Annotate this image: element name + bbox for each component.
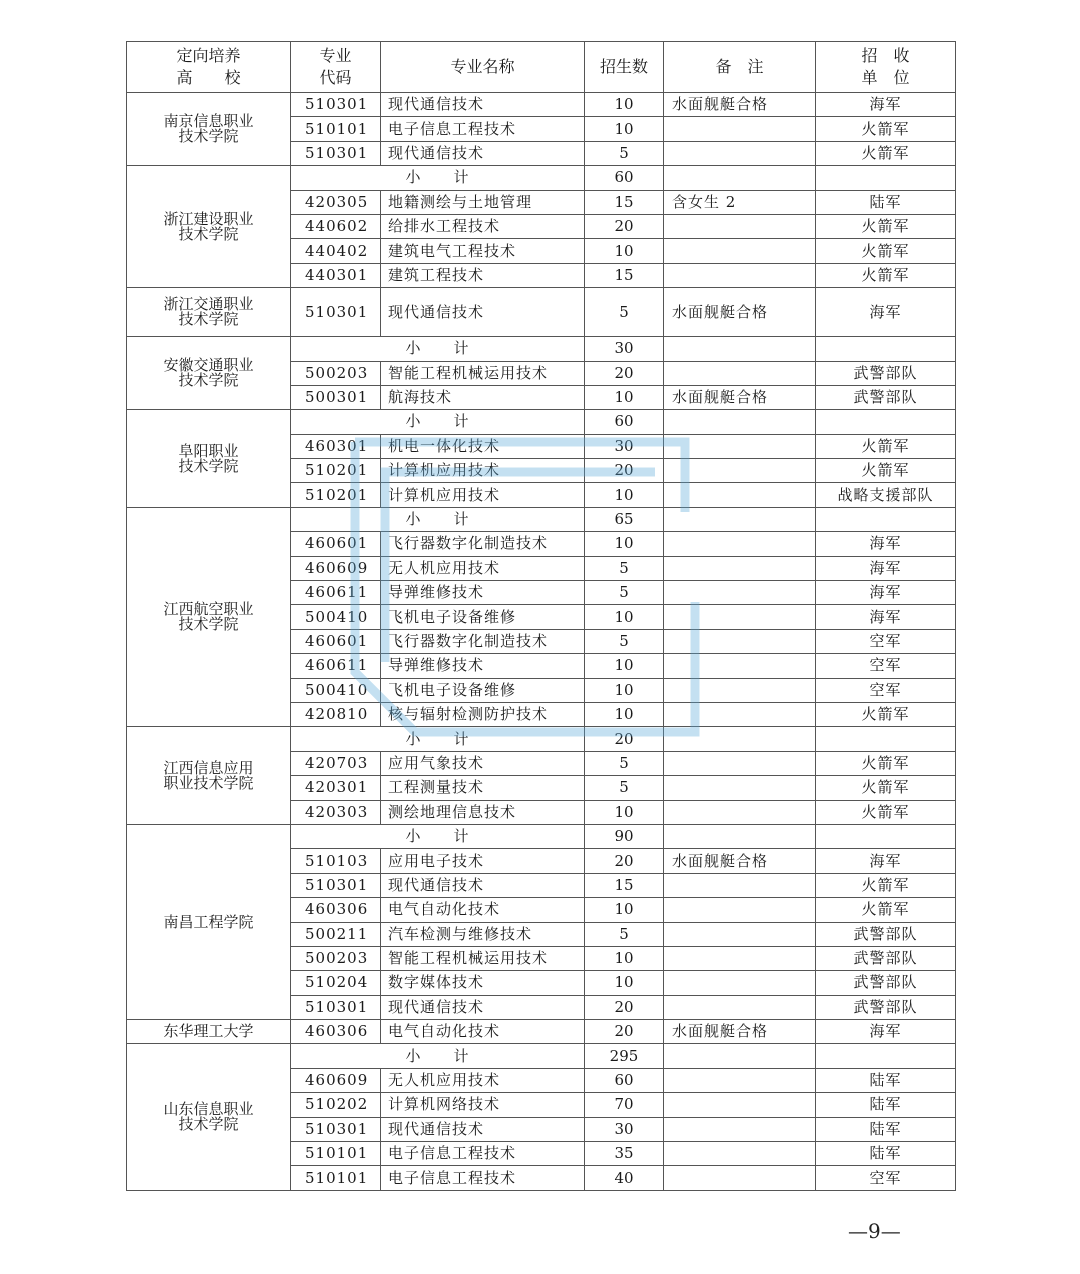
remark: 水面舰艇合格 — [664, 93, 816, 117]
major-code: 500410 — [291, 605, 381, 629]
recruiting-unit: 武警部队 — [816, 922, 956, 946]
remark — [664, 702, 816, 726]
school-name: 浙江建设职业 技术学院 — [127, 166, 291, 288]
major-code: 510204 — [291, 971, 381, 995]
remark — [664, 1166, 816, 1190]
recruiting-unit: 火箭军 — [816, 459, 956, 483]
remark — [664, 727, 816, 751]
major-code: 440602 — [291, 214, 381, 238]
major-code: 500211 — [291, 922, 381, 946]
major-code: 510301 — [291, 141, 381, 165]
enrollment-count: 10 — [585, 800, 664, 824]
table-row — [127, 1020, 956, 1044]
enrollment-count: 60 — [585, 410, 664, 434]
major-code: 510301 — [291, 995, 381, 1019]
subtotal-label: 小 计 — [291, 824, 585, 848]
remark — [664, 1068, 816, 1092]
recruiting-unit — [816, 824, 956, 848]
major-name: 飞行器数字化制造技术 — [381, 629, 585, 653]
table-row — [127, 824, 956, 848]
major-code: 510103 — [291, 849, 381, 873]
major-code: 460601 — [291, 532, 381, 556]
remark — [664, 1117, 816, 1141]
major-name: 建筑电气工程技术 — [381, 239, 585, 263]
major-code: 510202 — [291, 1093, 381, 1117]
remark — [664, 946, 816, 970]
enrollment-count: 20 — [585, 1020, 664, 1044]
major-name: 电子信息工程技术 — [381, 117, 585, 141]
major-name: 导弹维修技术 — [381, 581, 585, 605]
enrollment-count: 20 — [585, 995, 664, 1019]
enrollment-count: 20 — [585, 849, 664, 873]
major-name: 电子信息工程技术 — [381, 1166, 585, 1190]
major-name: 电子信息工程技术 — [381, 1142, 585, 1166]
header-count: 招生数 — [585, 42, 664, 93]
subtotal-label: 小 计 — [291, 507, 585, 531]
enrollment-count: 10 — [585, 654, 664, 678]
enrollment-count: 10 — [585, 93, 664, 117]
major-name: 航海技术 — [381, 385, 585, 409]
major-code: 500301 — [291, 385, 381, 409]
major-code: 510301 — [291, 93, 381, 117]
table-header-row — [127, 42, 956, 93]
recruiting-unit: 海军 — [816, 532, 956, 556]
enrollment-count: 5 — [585, 922, 664, 946]
remark — [664, 824, 816, 848]
major-name: 计算机应用技术 — [381, 483, 585, 507]
enrollment-count: 20 — [585, 459, 664, 483]
major-code: 460301 — [291, 434, 381, 458]
major-name: 工程测量技术 — [381, 776, 585, 800]
school-name: 东华理工大学 — [127, 1020, 291, 1044]
recruiting-unit: 火箭军 — [816, 434, 956, 458]
major-code: 510101 — [291, 117, 381, 141]
enrollment-count: 10 — [585, 239, 664, 263]
major-name: 智能工程机械运用技术 — [381, 361, 585, 385]
subtotal-label: 小 计 — [291, 727, 585, 751]
major-code: 420810 — [291, 702, 381, 726]
remark — [664, 678, 816, 702]
recruiting-unit: 海军 — [816, 556, 956, 580]
remark — [664, 1044, 816, 1068]
major-code: 500203 — [291, 946, 381, 970]
table-row — [127, 93, 956, 117]
table-row — [127, 337, 956, 361]
major-name: 计算机应用技术 — [381, 459, 585, 483]
recruiting-unit: 陆军 — [816, 190, 956, 214]
major-name: 数字媒体技术 — [381, 971, 585, 995]
major-name: 现代通信技术 — [381, 93, 585, 117]
enrollment-count: 5 — [585, 581, 664, 605]
major-name: 应用气象技术 — [381, 751, 585, 775]
recruiting-unit — [816, 727, 956, 751]
remark — [664, 361, 816, 385]
recruiting-unit: 火箭军 — [816, 898, 956, 922]
remark — [664, 410, 816, 434]
remark — [664, 532, 816, 556]
recruiting-unit: 海军 — [816, 849, 956, 873]
major-code: 420303 — [291, 800, 381, 824]
major-code: 510101 — [291, 1166, 381, 1190]
recruiting-unit: 战略支援部队 — [816, 483, 956, 507]
major-code: 510301 — [291, 288, 381, 337]
major-name: 给排水工程技术 — [381, 214, 585, 238]
recruiting-unit — [816, 1044, 956, 1068]
school-name: 阜阳职业 技术学院 — [127, 410, 291, 508]
major-name: 飞机电子设备维修 — [381, 605, 585, 629]
enrollment-count: 10 — [585, 898, 664, 922]
recruiting-unit: 火箭军 — [816, 751, 956, 775]
recruiting-unit: 空军 — [816, 1166, 956, 1190]
remark — [664, 751, 816, 775]
enrollment-count: 70 — [585, 1093, 664, 1117]
school-name: 浙江交通职业 技术学院 — [127, 288, 291, 337]
remark: 含女生 2 — [664, 190, 816, 214]
enrollment-count: 5 — [585, 556, 664, 580]
recruiting-unit: 海军 — [816, 93, 956, 117]
remark: 水面舰艇合格 — [664, 1020, 816, 1044]
recruiting-unit: 陆军 — [816, 1117, 956, 1141]
remark — [664, 800, 816, 824]
enrollment-count: 5 — [585, 751, 664, 775]
enrollment-table — [126, 41, 956, 1191]
remark — [664, 117, 816, 141]
enrollment-count: 10 — [585, 117, 664, 141]
remark — [664, 873, 816, 897]
recruiting-unit: 火箭军 — [816, 117, 956, 141]
table-row — [127, 727, 956, 751]
table-row — [127, 166, 956, 190]
school-name: 江西信息应用 职业技术学院 — [127, 727, 291, 825]
major-name: 建筑工程技术 — [381, 263, 585, 287]
remark — [664, 629, 816, 653]
major-name: 机电一体化技术 — [381, 434, 585, 458]
major-name: 电气自动化技术 — [381, 1020, 585, 1044]
recruiting-unit: 火箭军 — [816, 702, 956, 726]
recruiting-unit: 武警部队 — [816, 995, 956, 1019]
subtotal-label: 小 计 — [291, 166, 585, 190]
major-name: 现代通信技术 — [381, 141, 585, 165]
remark — [664, 337, 816, 361]
enrollment-count: 10 — [585, 483, 664, 507]
major-name: 计算机网络技术 — [381, 1093, 585, 1117]
major-code: 460611 — [291, 654, 381, 678]
subtotal-label: 小 计 — [291, 410, 585, 434]
major-name: 导弹维修技术 — [381, 654, 585, 678]
enrollment-count: 5 — [585, 776, 664, 800]
school-name: 南京信息职业 技术学院 — [127, 93, 291, 166]
remark — [664, 214, 816, 238]
major-name: 核与辐射检测防护技术 — [381, 702, 585, 726]
enrollment-count: 65 — [585, 507, 664, 531]
remark — [664, 1093, 816, 1117]
enrollment-count: 60 — [585, 166, 664, 190]
major-name: 现代通信技术 — [381, 288, 585, 337]
major-code: 500203 — [291, 361, 381, 385]
remark — [664, 605, 816, 629]
major-code: 420305 — [291, 190, 381, 214]
major-code: 460601 — [291, 629, 381, 653]
enrollment-count: 5 — [585, 141, 664, 165]
header-name: 专业名称 — [381, 42, 585, 93]
remark — [664, 654, 816, 678]
recruiting-unit — [816, 410, 956, 434]
major-name: 智能工程机械运用技术 — [381, 946, 585, 970]
school-name: 南昌工程学院 — [127, 824, 291, 1019]
enrollment-count: 5 — [585, 629, 664, 653]
recruiting-unit: 陆军 — [816, 1068, 956, 1092]
header-school: 定向培养 高 校 — [127, 42, 291, 93]
major-code: 460306 — [291, 898, 381, 922]
enrollment-count: 10 — [585, 532, 664, 556]
remark — [664, 776, 816, 800]
remark — [664, 556, 816, 580]
recruiting-unit: 火箭军 — [816, 214, 956, 238]
recruiting-unit: 火箭军 — [816, 776, 956, 800]
major-code: 420301 — [291, 776, 381, 800]
remark — [664, 166, 816, 190]
recruiting-unit: 陆军 — [816, 1142, 956, 1166]
enrollment-count: 5 — [585, 288, 664, 337]
major-name: 应用电子技术 — [381, 849, 585, 873]
major-name: 地籍测绘与土地管理 — [381, 190, 585, 214]
recruiting-unit — [816, 166, 956, 190]
major-code: 510201 — [291, 459, 381, 483]
recruiting-unit: 火箭军 — [816, 263, 956, 287]
enrollment-count: 15 — [585, 263, 664, 287]
major-code: 510301 — [291, 873, 381, 897]
enrollment-count: 20 — [585, 361, 664, 385]
remark — [664, 1142, 816, 1166]
subtotal-label: 小 计 — [291, 1044, 585, 1068]
recruiting-unit: 海军 — [816, 605, 956, 629]
recruiting-unit: 空军 — [816, 629, 956, 653]
table-row — [127, 410, 956, 434]
enrollment-count: 35 — [585, 1142, 664, 1166]
major-code: 440402 — [291, 239, 381, 263]
enrollment-count: 10 — [585, 702, 664, 726]
major-code: 510101 — [291, 1142, 381, 1166]
recruiting-unit: 空军 — [816, 678, 956, 702]
major-name: 现代通信技术 — [381, 873, 585, 897]
header-code: 专业 代码 — [291, 42, 381, 93]
enrollment-count: 10 — [585, 946, 664, 970]
recruiting-unit: 火箭军 — [816, 141, 956, 165]
remark: 水面舰艇合格 — [664, 849, 816, 873]
table-row — [127, 288, 956, 337]
major-code: 510201 — [291, 483, 381, 507]
header-note: 备 注 — [664, 42, 816, 93]
recruiting-unit: 火箭军 — [816, 800, 956, 824]
school-name: 山东信息职业 技术学院 — [127, 1044, 291, 1190]
enrollment-count: 20 — [585, 727, 664, 751]
major-name: 无人机应用技术 — [381, 1068, 585, 1092]
major-name: 现代通信技术 — [381, 1117, 585, 1141]
major-code: 460609 — [291, 1068, 381, 1092]
enrollment-count: 295 — [585, 1044, 664, 1068]
table-row — [127, 507, 956, 531]
school-name: 安徽交通职业 技术学院 — [127, 337, 291, 410]
major-code: 460611 — [291, 581, 381, 605]
major-name: 电气自动化技术 — [381, 898, 585, 922]
enrollment-count: 30 — [585, 434, 664, 458]
subtotal-label: 小 计 — [291, 337, 585, 361]
remark — [664, 263, 816, 287]
table-body — [127, 93, 956, 1191]
major-code: 420703 — [291, 751, 381, 775]
remark: 水面舰艇合格 — [664, 385, 816, 409]
recruiting-unit: 武警部队 — [816, 971, 956, 995]
enrollment-count: 10 — [585, 605, 664, 629]
recruiting-unit: 武警部队 — [816, 946, 956, 970]
enrollment-count: 30 — [585, 1117, 664, 1141]
major-code: 440301 — [291, 263, 381, 287]
remark: 水面舰艇合格 — [664, 288, 816, 337]
major-name: 飞机电子设备维修 — [381, 678, 585, 702]
header-unit: 招 收 单 位 — [816, 42, 956, 93]
recruiting-unit: 海军 — [816, 288, 956, 337]
enrollment-count: 10 — [585, 385, 664, 409]
enrollment-count: 20 — [585, 214, 664, 238]
recruiting-unit: 海军 — [816, 581, 956, 605]
major-name: 飞行器数字化制造技术 — [381, 532, 585, 556]
recruiting-unit — [816, 337, 956, 361]
major-code: 460609 — [291, 556, 381, 580]
page-number: —9— — [848, 1219, 901, 1243]
recruiting-unit: 火箭军 — [816, 873, 956, 897]
major-name: 测绘地理信息技术 — [381, 800, 585, 824]
recruiting-unit: 陆军 — [816, 1093, 956, 1117]
enrollment-count: 60 — [585, 1068, 664, 1092]
remark — [664, 995, 816, 1019]
recruiting-unit: 火箭军 — [816, 239, 956, 263]
remark — [664, 971, 816, 995]
remark — [664, 581, 816, 605]
remark — [664, 239, 816, 263]
remark — [664, 483, 816, 507]
remark — [664, 898, 816, 922]
major-code: 500410 — [291, 678, 381, 702]
recruiting-unit: 海军 — [816, 1020, 956, 1044]
enrollment-count: 30 — [585, 337, 664, 361]
table-row — [127, 1044, 956, 1068]
enrollment-count: 15 — [585, 873, 664, 897]
major-name: 汽车检测与维修技术 — [381, 922, 585, 946]
recruiting-unit: 武警部队 — [816, 385, 956, 409]
recruiting-unit — [816, 507, 956, 531]
remark — [664, 922, 816, 946]
remark — [664, 507, 816, 531]
enrollment-count: 10 — [585, 971, 664, 995]
school-name: 江西航空职业 技术学院 — [127, 507, 291, 727]
enrollment-count: 15 — [585, 190, 664, 214]
enrollment-count: 10 — [585, 678, 664, 702]
remark — [664, 434, 816, 458]
recruiting-unit: 空军 — [816, 654, 956, 678]
recruiting-unit: 武警部队 — [816, 361, 956, 385]
enrollment-count: 90 — [585, 824, 664, 848]
enrollment-count: 40 — [585, 1166, 664, 1190]
major-code: 460306 — [291, 1020, 381, 1044]
major-code: 510301 — [291, 1117, 381, 1141]
remark — [664, 459, 816, 483]
major-name: 无人机应用技术 — [381, 556, 585, 580]
major-name: 现代通信技术 — [381, 995, 585, 1019]
remark — [664, 141, 816, 165]
